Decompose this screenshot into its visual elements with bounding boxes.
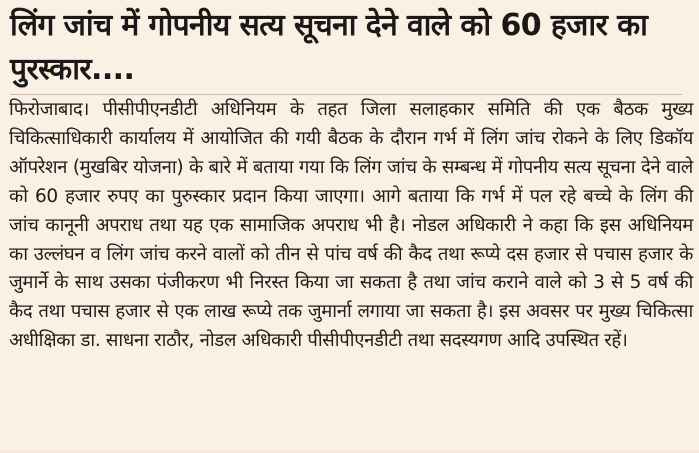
- article-body: फिरोजाबाद। पीसीपीएनडीटी अधिनियम के तहत जिला सलाहकार समिति की एक बैठक मुख्य चिकित्साधिकारी कार्यालय में आयोजित की गयी बैठक के दौरान गर्भ में लिंग जांच रोकने के लिए डिकॉय ऑपरेशन (मुखबिर योजना) के बारे में बताया गया कि लिंग जांच के सम्बन्ध में गोपनीय सत्य सूचना देने वाले को 60 हजार रुपए का पुरुस्कार प्रदान किया जाएगा। आगे बताया कि गर्भ में पल रहे बच्चे के लिंग की जांच कानूनी अपराध तथा यह एक सामाजिक अपराध भी है। नोडल अधिकारी ने कहा कि इस अधिनियम का उल्लंघन व लिंग जांच करने वालों को तीन से पांच वर्ष की कैद तथा रूप्ये दस हजार से पचास हजार के जुमार्ने के साथ उसका पंजीकरण भी निरस्त किया जा सकता है तथा जांच कराने वाले को 3 से 5 वर्ष की कैद तथा पचास हजार से एक लाख रूप्ये तक जुमार्ना लगाया जा सकता है। इस अवसर पर मुख्य चिकित्सा अधीक्षिका डा. साधना राठौर, नोडल अधिकारी पीसीपीएनडीटी तथा सदस्यगण आदि उपस्थित रहें।: [9, 99, 693, 352]
- headline-divider: [10, 94, 682, 95]
- article-headline: लिंग जांच में गोपनीय सत्य सूचना देने वाले को 60 हजार का पुरस्कार....: [10, 8, 648, 87]
